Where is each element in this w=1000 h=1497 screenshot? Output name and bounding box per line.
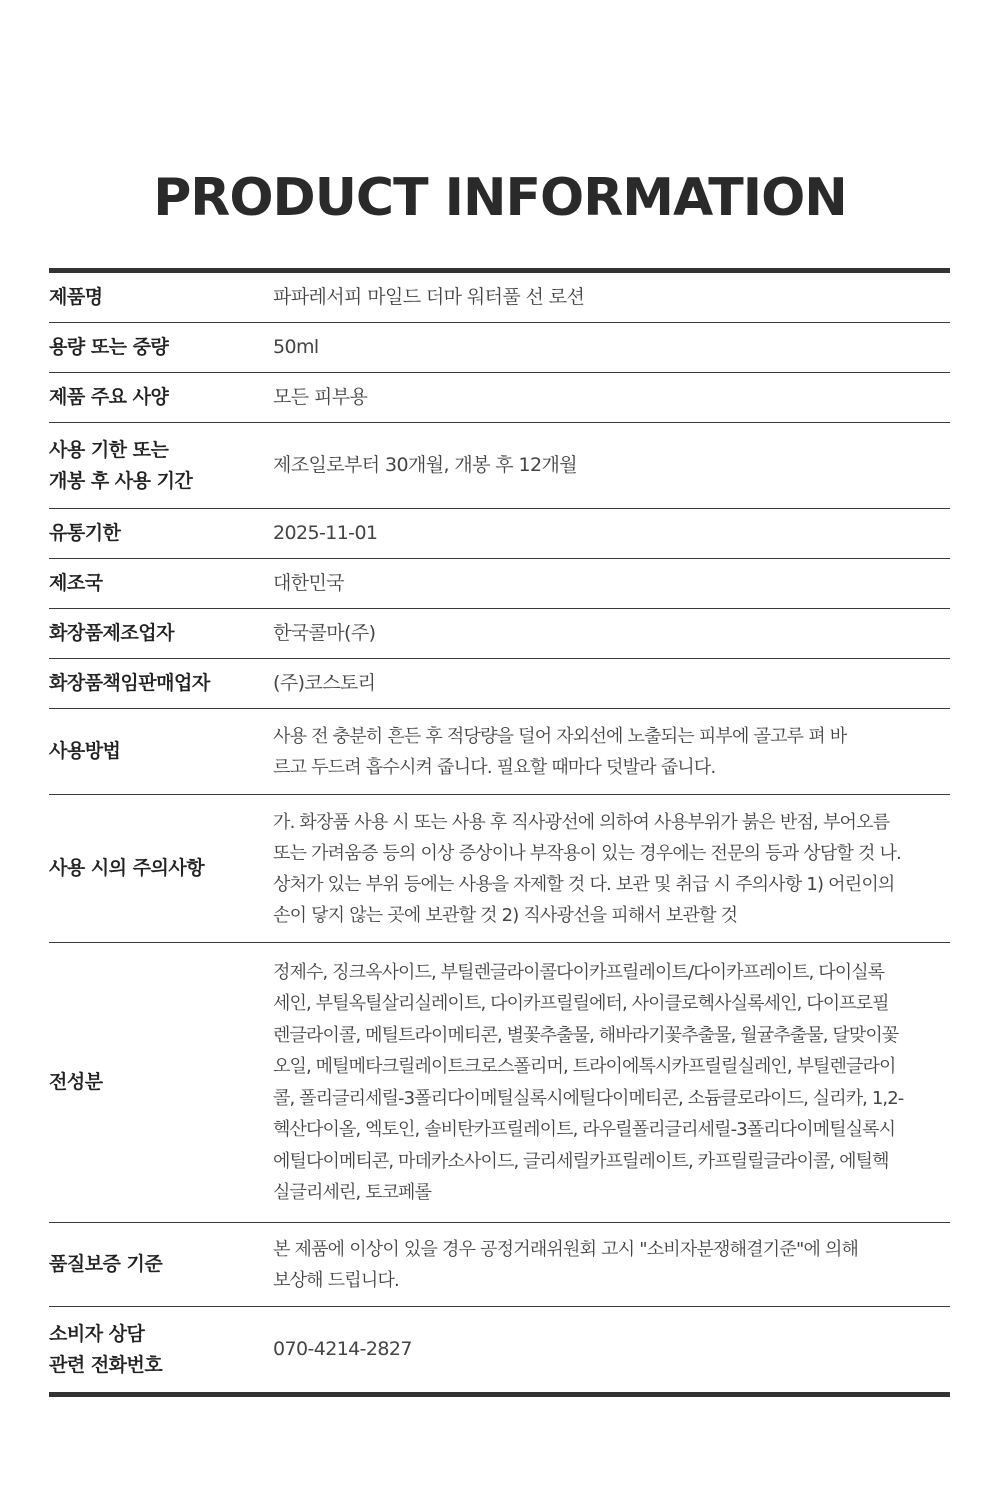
table-row-distributor	[49, 659, 950, 709]
table-row-main-spec	[49, 373, 950, 423]
row-value: 070-4214-2827	[273, 1338, 412, 1360]
row-label: 유통기한	[49, 522, 121, 544]
row-label: 용량 또는 중량	[49, 336, 169, 358]
row-label: 화장품책임판매업자	[49, 672, 210, 694]
table-row-manufacturer	[49, 609, 950, 659]
row-value: 본 제품에 이상이 있을 경우 공정거래위원회 고시 "소비자분쟁해결기준"에 의해 보상해 드립니다.	[273, 1238, 859, 1291]
row-value: 파파레서피 마일드 더마 워터풀 선 로션	[273, 286, 585, 308]
row-label: 품질보증 기준	[49, 1253, 163, 1275]
row-value: 제조일로부터 30개월, 개봉 후 12개월	[273, 454, 577, 476]
row-label: 사용방법	[49, 740, 121, 762]
row-value: (주)코스토리	[273, 672, 376, 694]
row-label: 소비자 상담 관련 전화번호	[49, 1322, 163, 1376]
row-label: 제품 주요 사양	[49, 386, 169, 408]
table-row-precautions	[49, 795, 950, 943]
page-title: PRODUCT INFORMATION	[153, 168, 847, 228]
row-value: 2025-11-01	[273, 522, 378, 544]
row-value: 50ml	[273, 336, 319, 358]
row-value: 대한민국	[273, 572, 345, 594]
row-value: 정제수, 징크옥사이드, 부틸렌글라이콜다이카프릴레이트/다이카프레이트, 다이실록 세인, 부틸옥틸살리실레이트, 다이카프릴릴에터, 사이클로헥사실록세인, 다이프로필 렌글라이콜, 메틸트라이메티콘, 별꽃추출물, 해바라기꽃추출물, 월귤추출물, 달맞이꽃 오일, 메틸메타크릴레이트크로스폴리머, 트라이에톡시카프릴릴실레인, 부틸렌글라이 콜, 폴리글리세릴-3폴리다이메틸실록시에틸다이메티콘, 소듐클로라이드, 실리카, 1,2- 헥산다이올, 엑토인, 솔비탄카프릴레이트, 라우릴폴리글리세릴-3폴리다이메틸실록시 에틸다이메티콘, 마데카소사이드, 글리세릴카프릴레이트, 카프릴릴글라이콜, 에틸헥 실글리세린, 토코페롤	[273, 961, 904, 1203]
row-label: 사용 시의 주의사항	[49, 857, 205, 879]
row-value: 한국콜마(주)	[273, 622, 376, 644]
row-label: 전성분	[49, 1071, 103, 1093]
row-value: 모든 피부용	[273, 386, 368, 408]
row-label: 화장품제조업자	[49, 622, 174, 644]
table-row-product-name	[49, 273, 950, 323]
product-info-table	[49, 268, 950, 1397]
table-row-volume	[49, 323, 950, 373]
table-row-quality-guarantee	[49, 1223, 950, 1307]
row-value: 사용 전 충분히 흔든 후 적당량을 덜어 자외선에 노출되는 피부에 골고루 펴 바 르고 두드려 흡수시켜 줍니다. 필요할 때마다 덧발라 줍니다.	[273, 725, 847, 778]
row-label: 사용 기한 또는 개봉 후 사용 기간	[49, 438, 193, 492]
table-row-expiry-date	[49, 509, 950, 559]
table-row-consumer-phone	[49, 1307, 950, 1392]
table-row-ingredients	[49, 943, 950, 1223]
table-row-expiry-period	[49, 423, 950, 509]
table-row-country	[49, 559, 950, 609]
row-value: 가. 화장품 사용 시 또는 사용 후 직사광선에 의하여 사용부위가 붉은 반점, 부어오름 또는 가려움증 등의 이상 증상이나 부작용이 있는 경우에는 전문의 등과 상담할 것 나. 상처가 있는 부위 등에는 사용을 자제할 것 다. 보관 및 취급 시 주의사항 1) 어린이의 손이 닿지 않는 곳에 보관할 것 2) 직사광선을 피해서 보관할 것	[273, 811, 901, 926]
table-row-usage	[49, 709, 950, 795]
row-label: 제조국	[49, 572, 103, 594]
row-label: 제품명	[49, 286, 103, 308]
